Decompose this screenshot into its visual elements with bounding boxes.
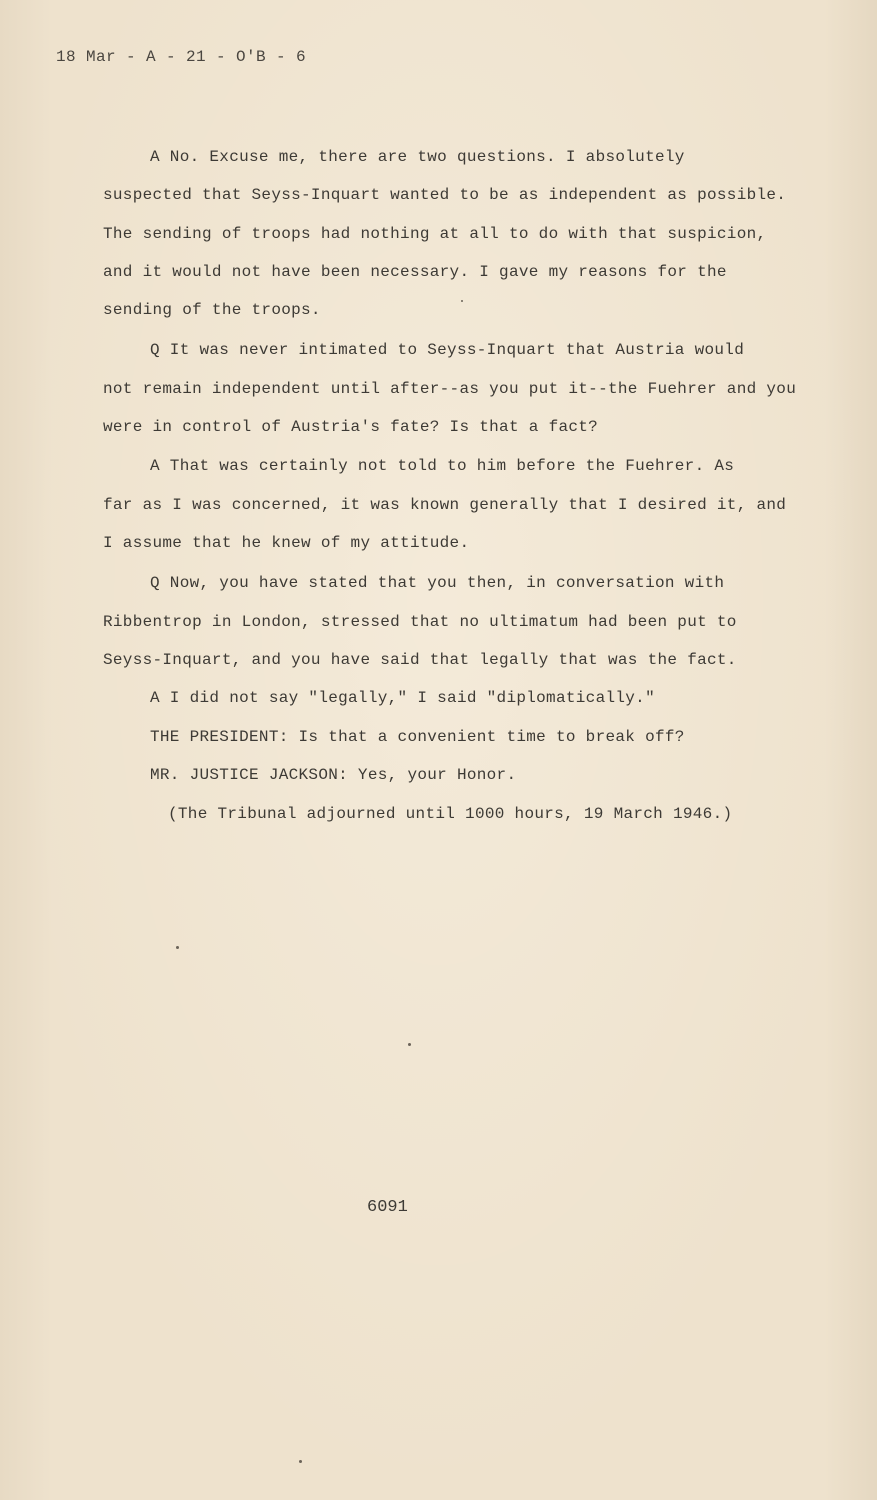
paper-speck <box>408 1043 411 1046</box>
body-line-13: Ribbentrop in London, stressed that no ultimatum had been put to <box>103 613 737 631</box>
paper-speck <box>299 1460 302 1463</box>
body-line-7: not remain independent until after--as you put it--the Fuehrer and you <box>103 380 797 398</box>
page-header: 18 Mar - A - 21 - O'B - 6 <box>56 48 307 66</box>
body-line-8: were in control of Austria's fate? Is that a fact? <box>103 418 599 436</box>
page-number: 6091 <box>367 1198 408 1217</box>
body-line-5: sending of the troops. <box>103 301 321 319</box>
body-line-4: and it would not have been necessary. I gave my reasons for the <box>103 263 727 281</box>
body-line-16: THE PRESIDENT: Is that a convenient time to break off? <box>150 728 685 746</box>
body-line-11: I assume that he knew of my attitude. <box>103 534 470 552</box>
body-line-15: A I did not say "legally," I said "diplomatically." <box>150 689 655 707</box>
body-line-12: Q Now, you have stated that you then, in conversation with <box>150 574 725 592</box>
body-line-14: Seyss-Inquart, and you have said that legally that was the fact. <box>103 651 737 669</box>
body-line-9: A That was certainly not told to him before the Fuehrer. As <box>150 457 735 475</box>
body-line-2: suspected that Seyss-Inquart wanted to be as independent as possible. <box>103 186 787 204</box>
paper-speck <box>461 300 463 302</box>
body-line-6: Q It was never intimated to Seyss-Inquart that Austria would <box>150 341 745 359</box>
body-line-10: far as I was concerned, it was known generally that I desired it, and <box>103 496 787 514</box>
body-line-18: (The Tribunal adjourned until 1000 hours, 19 March 1946.) <box>168 805 733 823</box>
body-line-1: A No. Excuse me, there are two questions. I absolutely <box>150 148 685 166</box>
body-line-17: MR. JUSTICE JACKSON: Yes, your Honor. <box>150 766 517 784</box>
paper-speck <box>176 946 179 949</box>
body-line-3: The sending of troops had nothing at all to do with that suspicion, <box>103 225 767 243</box>
